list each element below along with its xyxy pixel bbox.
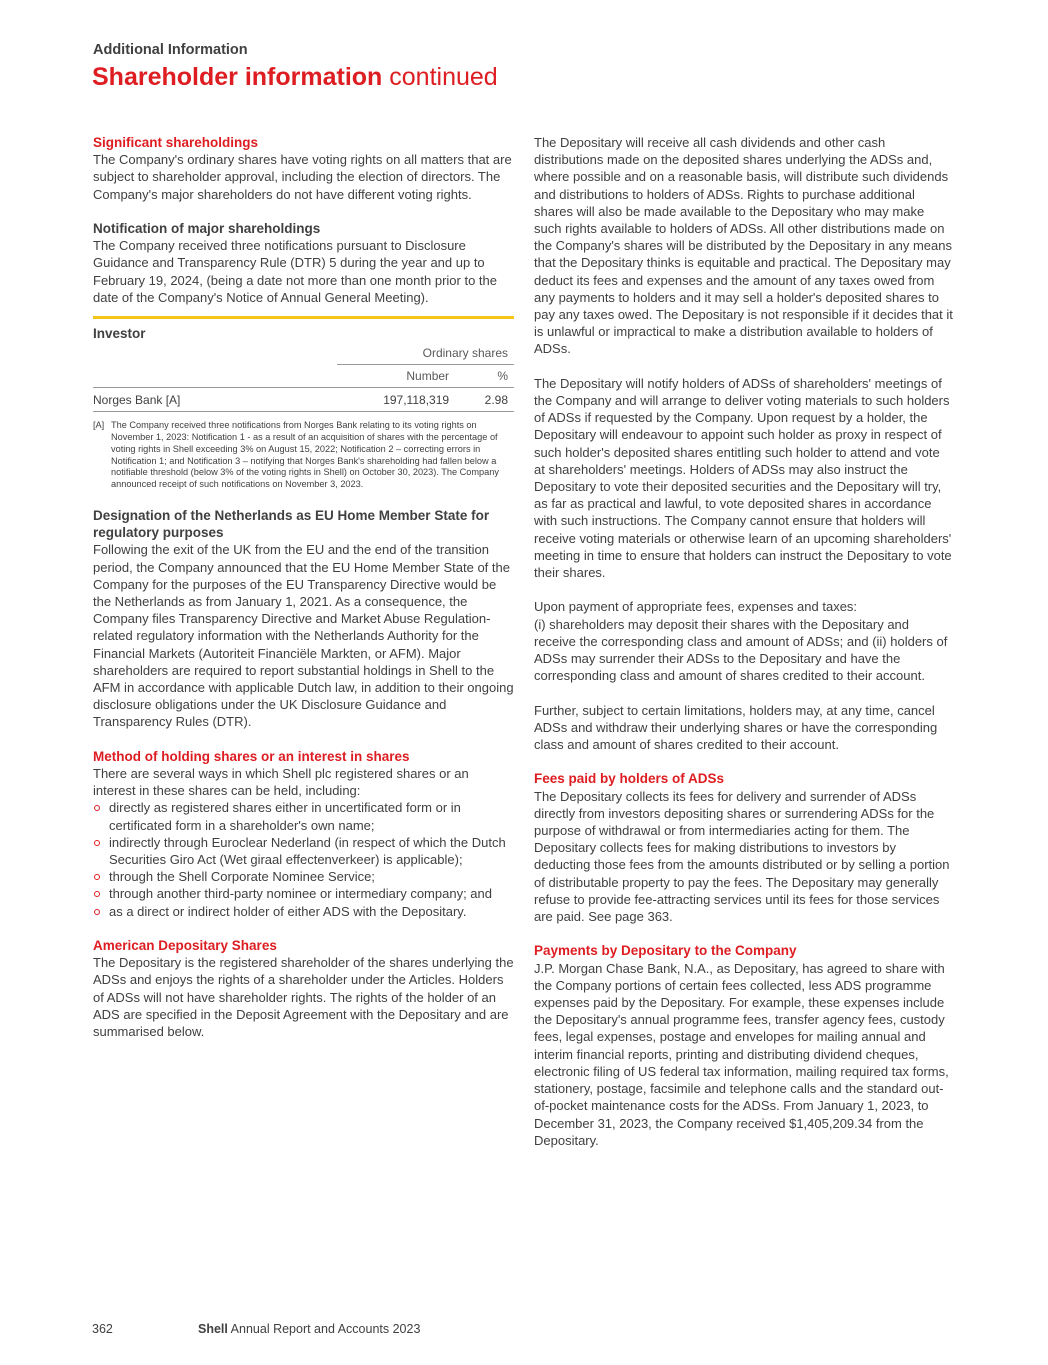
payments-body: J.P. Morgan Chase Bank, N.A., as Depositary, has agreed to share with the Company portions of certain fees collected, less ADS programme expenses paid by the Depositary. For example, these expenses include the Depositary's annual programme fees, transfer agency fees, custody fees, legal expenses, postage and envelopes for mailing annual and interim financial reports, printing and distributing dividend cheques, electronic filing of US federal tax information, mailing required tax forms, stationery, postage, facsimile and telephone calls and the standard out-of-pocket maintenance costs for the ADSs. From January 1, 2023, to December 31, 2023, the Company received $1,405,209.34 from the Depositary. <box>534 960 949 1148</box>
footer-brand <box>198 1322 420 1336</box>
fees-body: The Depositary collects its fees for delivery and surrender of ADSs directly from investors depositing shares or surrendering ADSs for the purpose of withdrawal or from intermediaries acting for them. The Depositary collects fees for making distributions to investors by deducting those fees from the amounts distributed or by selling a portion of distributable property to pay the fees. The Depositary may generally refuse to provide fee-attracting services until its fees for those services are paid. See page 363. <box>534 788 950 925</box>
report-name: Annual Report and Accounts 2023 <box>230 1322 421 1336</box>
payments-heading: Payments by Depositary to the Company <box>534 943 797 959</box>
table-header-percent: % <box>455 365 514 388</box>
page-title-suffix: continued <box>389 63 498 91</box>
right-column <box>534 134 954 1149</box>
bullet-icon <box>94 891 100 897</box>
table-group-header: Ordinary shares <box>337 342 514 365</box>
list-item: indirectly through Euroclear Nederland (in respect of which the Dutch Securities Giro Act (Wet giraal effectenverkeer) is applicable); <box>93 834 514 868</box>
left-column <box>93 134 514 1040</box>
investor-number: 197,118,319 <box>337 388 455 412</box>
ads-body: The Depositary is the registered shareholder of the shares underlying the ADSs and enjoys the rights of a shareholder under the Articles. Holders of ADSs will not have shareholder rights. The rights of the holder of an ADS are specified in the Deposit Agreement with the Depositary and are summarised below. <box>93 955 514 1040</box>
investor-name: Norges Bank [A] <box>93 388 337 412</box>
table-footnote <box>93 420 514 491</box>
method-intro: There are several ways in which Shell plc registered shares or an interest in these shares can be held, including: <box>93 766 469 799</box>
ads-heading: American Depositary Shares <box>93 938 277 954</box>
investor-table <box>93 342 514 412</box>
bullet-icon <box>94 909 100 915</box>
list-item: directly as registered shares either in uncertificated form or in certificated form in a shareholder's own name; <box>93 799 514 833</box>
netherlands-heading: Designation of the Netherlands as EU Home Member State for regulatory purposes <box>93 508 490 541</box>
table-header-number: Number <box>337 365 455 388</box>
meetings-paragraph: The Depositary will notify holders of ADSs of shareholders' meetings of the Company and will arrange to deliver voting materials to such holders of ADSs if requested by the Company. Upon request by a holder, the Depositary will endeavour to appoint such holder as proxy in respect of such holder's deposited shares entitling such holder to attend and vote at shareholders' meetings. Holders of ADSs may also instruct the Depositary to vote their deposited securities and the Depositary will try, as far as practical and lawful, to vote deposited shares in accordance with such instructions. The Company cannot ensure that holders will receive voting materials or otherwise learn of an upcoming shareholders' meeting in time to ensure that holders can instruct the Depositary to vote their shares. <box>534 375 952 581</box>
table-top-rule <box>93 316 514 319</box>
list-item: through the Shell Corporate Nominee Service; <box>93 868 514 885</box>
list-item: as a direct or indirect holder of either ADS with the Depositary. <box>93 903 514 920</box>
footnote-text: The Company received three notifications from Norges Bank relating to its voting rights on November 1, 2023: Notification 1 - as a result of an acquisition of shares with the percentage of voting rights in Shell exceeding 3% on August 15, 2022; Notification 2 – correcting errors in Notification 1; and Notification 3 – notifying that Norges Bank's shareholding had fallen below a notifiable threshold (below 3% of the voting rights in Shell) on October 30, 2023). The Company announced receipt of such notifications on November 3, 2023. <box>111 420 499 490</box>
fees-intro-line: Upon payment of appropriate fees, expenses and taxes: <box>534 599 858 615</box>
page-footer <box>92 1322 421 1336</box>
brand-name: Shell <box>198 1322 228 1336</box>
fees-heading: Fees paid by holders of ADSs <box>534 771 725 787</box>
section-label: Additional Information <box>93 42 248 58</box>
deposit-surrender-paragraph: (i) shareholders may deposit their shares with the Depositary and receive the corresponding class and amount of ADSs; and (ii) holders of ADSs may surrender their ADSs to the Depositary and have the corresponding class and amount of shares credited to their account. <box>534 616 948 684</box>
footnote-key: [A] <box>93 420 105 431</box>
bullet-icon <box>94 805 100 811</box>
dividends-paragraph: The Depositary will receive all cash dividends and other cash distributions made on the deposited shares underlying the ADSs and, where possible and on a reasonable basis, will distribute such dividends and distributions to holders of ADSs. Rights to purchase additional shares will also be made available to the Depositary who may make such rights available to holders of ADSs. All other distributions made on the Company's shares will be distributed by the Depositary in any means that the Depositary thinks is equitable and practical. The Depositary may deduct its fees and expenses and the amount of any taxes owed from any payments to holders and it may sell a holder's deposited shares to pay any taxes owed. The Depositary is not responsible if it decides that it is unlawful or impractical to make a distribution available to holders of ADSs. <box>534 135 953 357</box>
page-number: 362 <box>92 1322 113 1336</box>
investor-percent: 2.98 <box>455 388 514 412</box>
method-list <box>93 799 514 919</box>
notification-body: The Company received three notifications pursuant to Disclosure Guidance and Transparency Rule (DTR) 5 during the year and up to February 19, 2024, (being a date not more than one month prior to the date of the Company's Notice of Annual General Meeting). <box>93 238 497 305</box>
page-title-main: Shareholder information <box>92 63 383 91</box>
investor-table-title: Investor <box>93 326 146 342</box>
bullet-icon <box>94 874 100 880</box>
cancel-paragraph: Further, subject to certain limitations, holders may, at any time, cancel ADSs and withdraw their underlying shares or have the corresponding class and amount of shares credited to their account. <box>534 702 938 753</box>
netherlands-body: Following the exit of the UK from the EU and the end of the transition period, the Company announced that the EU Home Member State of the Company for the purposes of the EU Transparency Directive would be the Netherlands as from January 1, 2021. As a consequence, the Company files Transparency Directive and Market Abuse Regulation-related regulatory information with the Netherlands Authority for the Financial Markets (Autoriteit Financiële Markten, or AFM). Major shareholders are required to report substantial holdings in Shell to the AFM in accordance with applicable Dutch law, in addition to their ongoing disclosure obligations under the UK Disclosure Guidance and Transparency Rules (DTR). <box>93 542 514 730</box>
significant-shareholdings-body: The Company's ordinary shares have voting rights on all matters that are subject to shareholder approval, including the election of directors. The Company's major shareholders do not have different voting rights. <box>93 152 512 202</box>
table-row <box>93 388 514 412</box>
method-heading: Method of holding shares or an interest in shares <box>93 748 410 764</box>
list-item: through another third-party nominee or intermediary company; and <box>93 885 514 902</box>
investor-table-section <box>93 316 514 491</box>
notification-heading: Notification of major shareholdings <box>93 221 321 236</box>
bullet-icon <box>94 840 100 846</box>
significant-shareholdings-heading: Significant shareholdings <box>93 135 259 150</box>
page-title <box>92 63 498 92</box>
